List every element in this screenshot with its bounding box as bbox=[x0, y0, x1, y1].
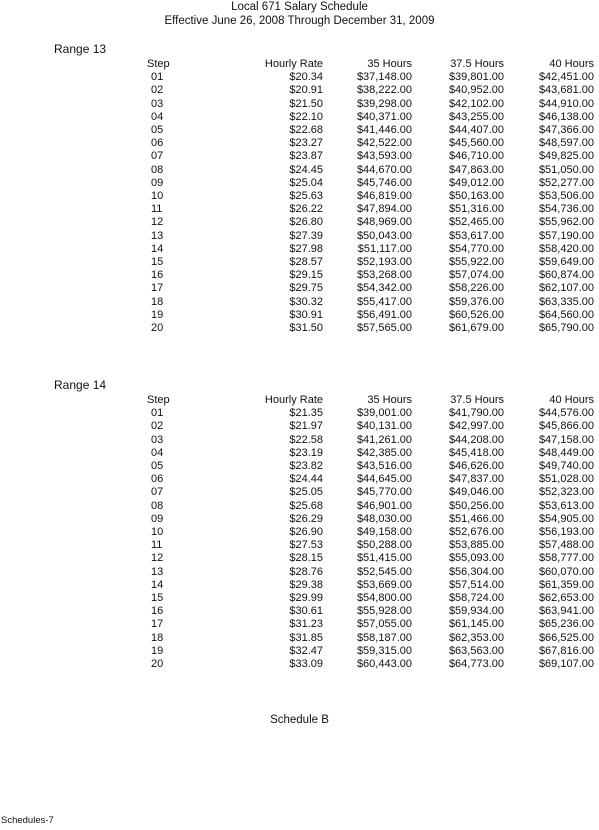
cell-hourly-rate: $25.04 bbox=[289, 176, 323, 189]
cell-step: 20 bbox=[151, 658, 164, 671]
cell-40-hours: $44,910.00 bbox=[538, 97, 594, 110]
cell-hourly-rate: $25.63 bbox=[289, 190, 323, 203]
cell-35-hours: $55,928.00 bbox=[356, 605, 412, 618]
cell-hourly-rate: $22.68 bbox=[289, 124, 323, 137]
cell-37-5-hours: $63,563.00 bbox=[448, 644, 504, 657]
cell-35-hours: $47,894.00 bbox=[356, 203, 412, 216]
table-row bbox=[120, 420, 594, 433]
cell-40-hours: $54,736.00 bbox=[538, 203, 594, 216]
cell-hourly-rate: $29.75 bbox=[289, 282, 323, 295]
cell-40-hours: $47,366.00 bbox=[538, 124, 594, 137]
cell-35-hours: $41,446.00 bbox=[356, 124, 412, 137]
table-row bbox=[120, 269, 594, 282]
cell-35-hours: $45,746.00 bbox=[356, 176, 412, 189]
cell-37-5-hours: $58,724.00 bbox=[448, 592, 504, 605]
cell-35-hours: $54,342.00 bbox=[356, 282, 412, 295]
cell-hourly-rate: $23.19 bbox=[289, 446, 323, 459]
cell-40-hours: $45,866.00 bbox=[538, 420, 594, 433]
cell-37-5-hours: $52,676.00 bbox=[448, 526, 504, 539]
cell-35-hours: $41,261.00 bbox=[356, 433, 412, 446]
cell-35-hours: $52,545.00 bbox=[356, 565, 412, 578]
cell-35-hours: $50,288.00 bbox=[356, 539, 412, 552]
table-row bbox=[120, 256, 594, 269]
table-header-row bbox=[120, 58, 594, 71]
cell-35-hours: $40,131.00 bbox=[356, 420, 412, 433]
cell-hourly-rate: $20.34 bbox=[289, 71, 323, 84]
cell-40-hours: $66,525.00 bbox=[538, 631, 594, 644]
cell-35-hours: $60,443.00 bbox=[356, 658, 412, 671]
column-header-35-hours: 35 Hours bbox=[367, 394, 412, 406]
cell-hourly-rate: $32.47 bbox=[289, 644, 323, 657]
cell-step: 14 bbox=[151, 578, 164, 591]
cell-hourly-rate: $30.32 bbox=[289, 295, 323, 308]
cell-step: 07 bbox=[151, 150, 164, 163]
cell-step: 05 bbox=[151, 460, 164, 473]
column-header-37-5-hours: 37.5 Hours bbox=[450, 58, 504, 70]
cell-35-hours: $48,969.00 bbox=[356, 216, 412, 229]
cell-37-5-hours: $59,934.00 bbox=[448, 605, 504, 618]
cell-step: 13 bbox=[151, 565, 164, 578]
cell-37-5-hours: $42,997.00 bbox=[448, 420, 504, 433]
cell-step: 09 bbox=[151, 512, 164, 525]
cell-37-5-hours: $46,626.00 bbox=[448, 460, 504, 473]
cell-hourly-rate: $23.82 bbox=[289, 460, 323, 473]
table-row bbox=[120, 98, 594, 111]
table-row bbox=[120, 230, 594, 243]
cell-40-hours: $51,028.00 bbox=[538, 473, 594, 486]
cell-40-hours: $51,050.00 bbox=[538, 163, 594, 176]
cell-step: 04 bbox=[151, 446, 164, 459]
cell-37-5-hours: $50,163.00 bbox=[448, 190, 504, 203]
table-row bbox=[120, 309, 594, 322]
table-row bbox=[120, 137, 594, 150]
cell-40-hours: $53,506.00 bbox=[538, 190, 594, 203]
cell-step: 11 bbox=[151, 203, 163, 216]
cell-37-5-hours: $56,304.00 bbox=[448, 565, 504, 578]
cell-hourly-rate: $21.50 bbox=[289, 97, 323, 110]
cell-37-5-hours: $57,074.00 bbox=[448, 269, 504, 282]
cell-35-hours: $44,645.00 bbox=[356, 473, 412, 486]
cell-step: 18 bbox=[151, 631, 164, 644]
cell-37-5-hours: $50,256.00 bbox=[448, 499, 504, 512]
cell-35-hours: $44,670.00 bbox=[356, 163, 412, 176]
cell-37-5-hours: $55,093.00 bbox=[448, 552, 504, 565]
table-row bbox=[120, 190, 594, 203]
cell-hourly-rate: $26.22 bbox=[289, 203, 323, 216]
cell-40-hours: $55,962.00 bbox=[538, 216, 594, 229]
range-13-label: Range 13 bbox=[54, 42, 107, 56]
cell-37-5-hours: $54,770.00 bbox=[448, 242, 504, 255]
cell-35-hours: $57,565.00 bbox=[356, 322, 412, 335]
table-row bbox=[120, 592, 594, 605]
document-subtitle: Effective June 26, 2008 Through December 31, 2009 bbox=[164, 15, 435, 27]
cell-40-hours: $63,941.00 bbox=[538, 605, 594, 618]
table-row bbox=[120, 460, 594, 473]
cell-hourly-rate: $21.35 bbox=[289, 407, 323, 420]
cell-40-hours: $60,070.00 bbox=[538, 565, 594, 578]
cell-hourly-rate: $30.91 bbox=[289, 308, 323, 321]
cell-37-5-hours: $51,466.00 bbox=[448, 512, 504, 525]
cell-40-hours: $54,905.00 bbox=[538, 512, 594, 525]
cell-40-hours: $69,107.00 bbox=[538, 658, 594, 671]
range-14-label: Range 14 bbox=[54, 378, 107, 392]
cell-step: 16 bbox=[151, 269, 164, 282]
cell-hourly-rate: $22.10 bbox=[289, 110, 323, 123]
cell-step: 14 bbox=[151, 242, 164, 255]
cell-37-5-hours: $40,952.00 bbox=[448, 84, 504, 97]
table-row bbox=[120, 124, 594, 137]
column-header-hourly-rate: Hourly Rate bbox=[264, 58, 323, 70]
cell-37-5-hours: $44,208.00 bbox=[448, 433, 504, 446]
document-title: Local 671 Salary Schedule bbox=[231, 1, 368, 13]
cell-hourly-rate: $25.68 bbox=[289, 499, 323, 512]
table-row bbox=[120, 645, 594, 658]
cell-35-hours: $48,030.00 bbox=[356, 512, 412, 525]
cell-35-hours: $53,268.00 bbox=[356, 269, 412, 282]
table-row bbox=[120, 282, 594, 295]
cell-35-hours: $50,043.00 bbox=[356, 229, 412, 242]
cell-hourly-rate: $27.39 bbox=[289, 229, 323, 242]
page-label: Schedules-7 bbox=[1, 815, 54, 826]
cell-35-hours: $42,522.00 bbox=[356, 137, 412, 150]
cell-step: 17 bbox=[151, 282, 164, 295]
table-row bbox=[120, 526, 594, 539]
table-row bbox=[120, 407, 594, 420]
cell-37-5-hours: $42,102.00 bbox=[448, 97, 504, 110]
cell-37-5-hours: $58,226.00 bbox=[448, 282, 504, 295]
cell-step: 02 bbox=[151, 420, 164, 433]
cell-hourly-rate: $23.87 bbox=[289, 150, 323, 163]
cell-40-hours: $58,777.00 bbox=[538, 552, 594, 565]
cell-40-hours: $61,359.00 bbox=[538, 578, 594, 591]
cell-hourly-rate: $28.15 bbox=[289, 552, 323, 565]
cell-37-5-hours: $61,679.00 bbox=[448, 322, 504, 335]
cell-step: 12 bbox=[151, 216, 164, 229]
cell-step: 03 bbox=[151, 97, 164, 110]
table-row bbox=[120, 447, 594, 460]
column-header-40-hours: 40 Hours bbox=[549, 394, 594, 406]
cell-37-5-hours: $49,012.00 bbox=[448, 176, 504, 189]
cell-step: 11 bbox=[151, 539, 163, 552]
cell-hourly-rate: $31.50 bbox=[289, 322, 323, 335]
cell-37-5-hours: $64,773.00 bbox=[448, 658, 504, 671]
cell-35-hours: $49,158.00 bbox=[356, 526, 412, 539]
table-row bbox=[120, 243, 594, 256]
cell-35-hours: $37,148.00 bbox=[356, 71, 412, 84]
column-header-40-hours: 40 Hours bbox=[549, 58, 594, 70]
cell-40-hours: $65,236.00 bbox=[538, 618, 594, 631]
table-row bbox=[120, 164, 594, 177]
cell-40-hours: $57,190.00 bbox=[538, 229, 594, 242]
column-header-35-hours: 35 Hours bbox=[367, 58, 412, 70]
cell-step: 08 bbox=[151, 163, 164, 176]
cell-hourly-rate: $29.38 bbox=[289, 578, 323, 591]
cell-35-hours: $40,371.00 bbox=[356, 110, 412, 123]
cell-37-5-hours: $59,376.00 bbox=[448, 295, 504, 308]
cell-hourly-rate: $20.91 bbox=[289, 84, 323, 97]
cell-step: 09 bbox=[151, 176, 164, 189]
cell-step: 07 bbox=[151, 486, 164, 499]
cell-40-hours: $64,560.00 bbox=[538, 308, 594, 321]
column-header-hourly-rate: Hourly Rate bbox=[264, 394, 323, 406]
cell-35-hours: $56,491.00 bbox=[356, 308, 412, 321]
cell-40-hours: $42,451.00 bbox=[538, 71, 594, 84]
cell-hourly-rate: $25.05 bbox=[289, 486, 323, 499]
table-row bbox=[120, 566, 594, 579]
cell-hourly-rate: $33.09 bbox=[289, 658, 323, 671]
cell-hourly-rate: $30.61 bbox=[289, 605, 323, 618]
cell-37-5-hours: $53,617.00 bbox=[448, 229, 504, 242]
cell-40-hours: $63,335.00 bbox=[538, 295, 594, 308]
cell-step: 04 bbox=[151, 110, 164, 123]
cell-37-5-hours: $44,407.00 bbox=[448, 124, 504, 137]
cell-37-5-hours: $43,255.00 bbox=[448, 110, 504, 123]
cell-step: 17 bbox=[151, 618, 164, 631]
cell-37-5-hours: $52,465.00 bbox=[448, 216, 504, 229]
cell-37-5-hours: $51,316.00 bbox=[448, 203, 504, 216]
cell-hourly-rate: $27.53 bbox=[289, 539, 323, 552]
table-row bbox=[120, 539, 594, 552]
column-header-step: Step bbox=[147, 394, 170, 406]
cell-35-hours: $38,222.00 bbox=[356, 84, 412, 97]
table-row bbox=[120, 84, 594, 97]
cell-35-hours: $52,193.00 bbox=[356, 256, 412, 269]
table-row bbox=[120, 177, 594, 190]
cell-40-hours: $52,277.00 bbox=[538, 176, 594, 189]
cell-hourly-rate: $26.80 bbox=[289, 216, 323, 229]
cell-37-5-hours: $62,353.00 bbox=[448, 631, 504, 644]
cell-hourly-rate: $21.97 bbox=[289, 420, 323, 433]
cell-step: 19 bbox=[151, 308, 164, 321]
cell-step: 12 bbox=[151, 552, 164, 565]
cell-step: 01 bbox=[151, 407, 164, 420]
cell-hourly-rate: $26.29 bbox=[289, 512, 323, 525]
cell-step: 08 bbox=[151, 499, 164, 512]
cell-35-hours: $42,385.00 bbox=[356, 446, 412, 459]
cell-35-hours: $59,315.00 bbox=[356, 644, 412, 657]
table-row bbox=[120, 486, 594, 499]
cell-37-5-hours: $47,863.00 bbox=[448, 163, 504, 176]
cell-step: 05 bbox=[151, 124, 164, 137]
cell-37-5-hours: $61,145.00 bbox=[448, 618, 504, 631]
cell-hourly-rate: $24.45 bbox=[289, 163, 323, 176]
cell-step: 15 bbox=[151, 256, 164, 269]
schedule-label: Schedule B bbox=[270, 714, 329, 726]
cell-40-hours: $56,193.00 bbox=[538, 526, 594, 539]
table-row bbox=[120, 296, 594, 309]
cell-hourly-rate: $31.23 bbox=[289, 618, 323, 631]
range-14-table bbox=[120, 394, 594, 671]
cell-35-hours: $54,800.00 bbox=[356, 592, 412, 605]
table-row bbox=[120, 434, 594, 447]
table-row bbox=[120, 513, 594, 526]
cell-step: 10 bbox=[151, 190, 164, 203]
cell-step: 13 bbox=[151, 229, 164, 242]
cell-40-hours: $65,790.00 bbox=[538, 322, 594, 335]
cell-35-hours: $39,001.00 bbox=[356, 407, 412, 420]
cell-hourly-rate: $31.85 bbox=[289, 631, 323, 644]
cell-40-hours: $48,597.00 bbox=[538, 137, 594, 150]
cell-hourly-rate: $29.15 bbox=[289, 269, 323, 282]
cell-35-hours: $46,901.00 bbox=[356, 499, 412, 512]
table-row bbox=[120, 473, 594, 486]
cell-37-5-hours: $39,801.00 bbox=[448, 71, 504, 84]
cell-hourly-rate: $28.76 bbox=[289, 565, 323, 578]
cell-step: 02 bbox=[151, 84, 164, 97]
table-row bbox=[120, 618, 594, 631]
cell-step: 20 bbox=[151, 322, 164, 335]
cell-step: 16 bbox=[151, 605, 164, 618]
column-header-37-5-hours: 37.5 Hours bbox=[450, 394, 504, 406]
column-header-step: Step bbox=[147, 58, 170, 70]
cell-hourly-rate: $22.58 bbox=[289, 433, 323, 446]
cell-37-5-hours: $41,790.00 bbox=[448, 407, 504, 420]
cell-40-hours: $52,323.00 bbox=[538, 486, 594, 499]
cell-37-5-hours: $53,885.00 bbox=[448, 539, 504, 552]
table-row bbox=[120, 552, 594, 565]
cell-40-hours: $60,874.00 bbox=[538, 269, 594, 282]
cell-37-5-hours: $45,560.00 bbox=[448, 137, 504, 150]
cell-40-hours: $59,649.00 bbox=[538, 256, 594, 269]
table-row bbox=[120, 150, 594, 163]
cell-35-hours: $46,819.00 bbox=[356, 190, 412, 203]
cell-step: 06 bbox=[151, 137, 164, 150]
cell-40-hours: $46,138.00 bbox=[538, 110, 594, 123]
cell-40-hours: $49,740.00 bbox=[538, 460, 594, 473]
table-row bbox=[120, 632, 594, 645]
table-row bbox=[120, 203, 594, 216]
table-row bbox=[120, 658, 594, 671]
cell-40-hours: $48,449.00 bbox=[538, 446, 594, 459]
cell-35-hours: $39,298.00 bbox=[356, 97, 412, 110]
cell-step: 01 bbox=[151, 71, 164, 84]
cell-step: 15 bbox=[151, 592, 164, 605]
cell-40-hours: $62,653.00 bbox=[538, 592, 594, 605]
table-row bbox=[120, 605, 594, 618]
cell-35-hours: $45,770.00 bbox=[356, 486, 412, 499]
cell-37-5-hours: $55,922.00 bbox=[448, 256, 504, 269]
cell-40-hours: $49,825.00 bbox=[538, 150, 594, 163]
cell-37-5-hours: $45,418.00 bbox=[448, 446, 504, 459]
range-13-table bbox=[120, 58, 594, 335]
cell-hourly-rate: $28.57 bbox=[289, 256, 323, 269]
cell-step: 03 bbox=[151, 433, 164, 446]
cell-40-hours: $47,158.00 bbox=[538, 433, 594, 446]
cell-40-hours: $44,576.00 bbox=[538, 407, 594, 420]
cell-40-hours: $53,613.00 bbox=[538, 499, 594, 512]
cell-40-hours: $57,488.00 bbox=[538, 539, 594, 552]
cell-35-hours: $51,415.00 bbox=[356, 552, 412, 565]
cell-35-hours: $43,593.00 bbox=[356, 150, 412, 163]
cell-37-5-hours: $49,046.00 bbox=[448, 486, 504, 499]
cell-hourly-rate: $26.90 bbox=[289, 526, 323, 539]
table-row bbox=[120, 111, 594, 124]
table-row bbox=[120, 500, 594, 513]
cell-37-5-hours: $57,514.00 bbox=[448, 578, 504, 591]
cell-40-hours: $67,816.00 bbox=[538, 644, 594, 657]
table-row bbox=[120, 322, 594, 335]
cell-35-hours: $57,055.00 bbox=[356, 618, 412, 631]
cell-40-hours: $62,107.00 bbox=[538, 282, 594, 295]
table-row bbox=[120, 579, 594, 592]
cell-step: 18 bbox=[151, 295, 164, 308]
cell-step: 19 bbox=[151, 644, 164, 657]
cell-hourly-rate: $23.27 bbox=[289, 137, 323, 150]
cell-35-hours: $55,417.00 bbox=[356, 295, 412, 308]
cell-40-hours: $43,681.00 bbox=[538, 84, 594, 97]
cell-hourly-rate: $24.44 bbox=[289, 473, 323, 486]
cell-step: 10 bbox=[151, 526, 164, 539]
cell-35-hours: $53,669.00 bbox=[356, 578, 412, 591]
table-header-row bbox=[120, 394, 594, 407]
table-row bbox=[120, 216, 594, 229]
cell-37-5-hours: $47,837.00 bbox=[448, 473, 504, 486]
cell-step: 06 bbox=[151, 473, 164, 486]
cell-40-hours: $58,420.00 bbox=[538, 242, 594, 255]
cell-37-5-hours: $46,710.00 bbox=[448, 150, 504, 163]
table-row bbox=[120, 71, 594, 84]
cell-hourly-rate: $27.98 bbox=[289, 242, 323, 255]
cell-35-hours: $51,117.00 bbox=[357, 242, 412, 255]
cell-35-hours: $58,187.00 bbox=[356, 631, 412, 644]
cell-35-hours: $43,516.00 bbox=[356, 460, 412, 473]
cell-37-5-hours: $60,526.00 bbox=[448, 308, 504, 321]
cell-hourly-rate: $29.99 bbox=[289, 592, 323, 605]
